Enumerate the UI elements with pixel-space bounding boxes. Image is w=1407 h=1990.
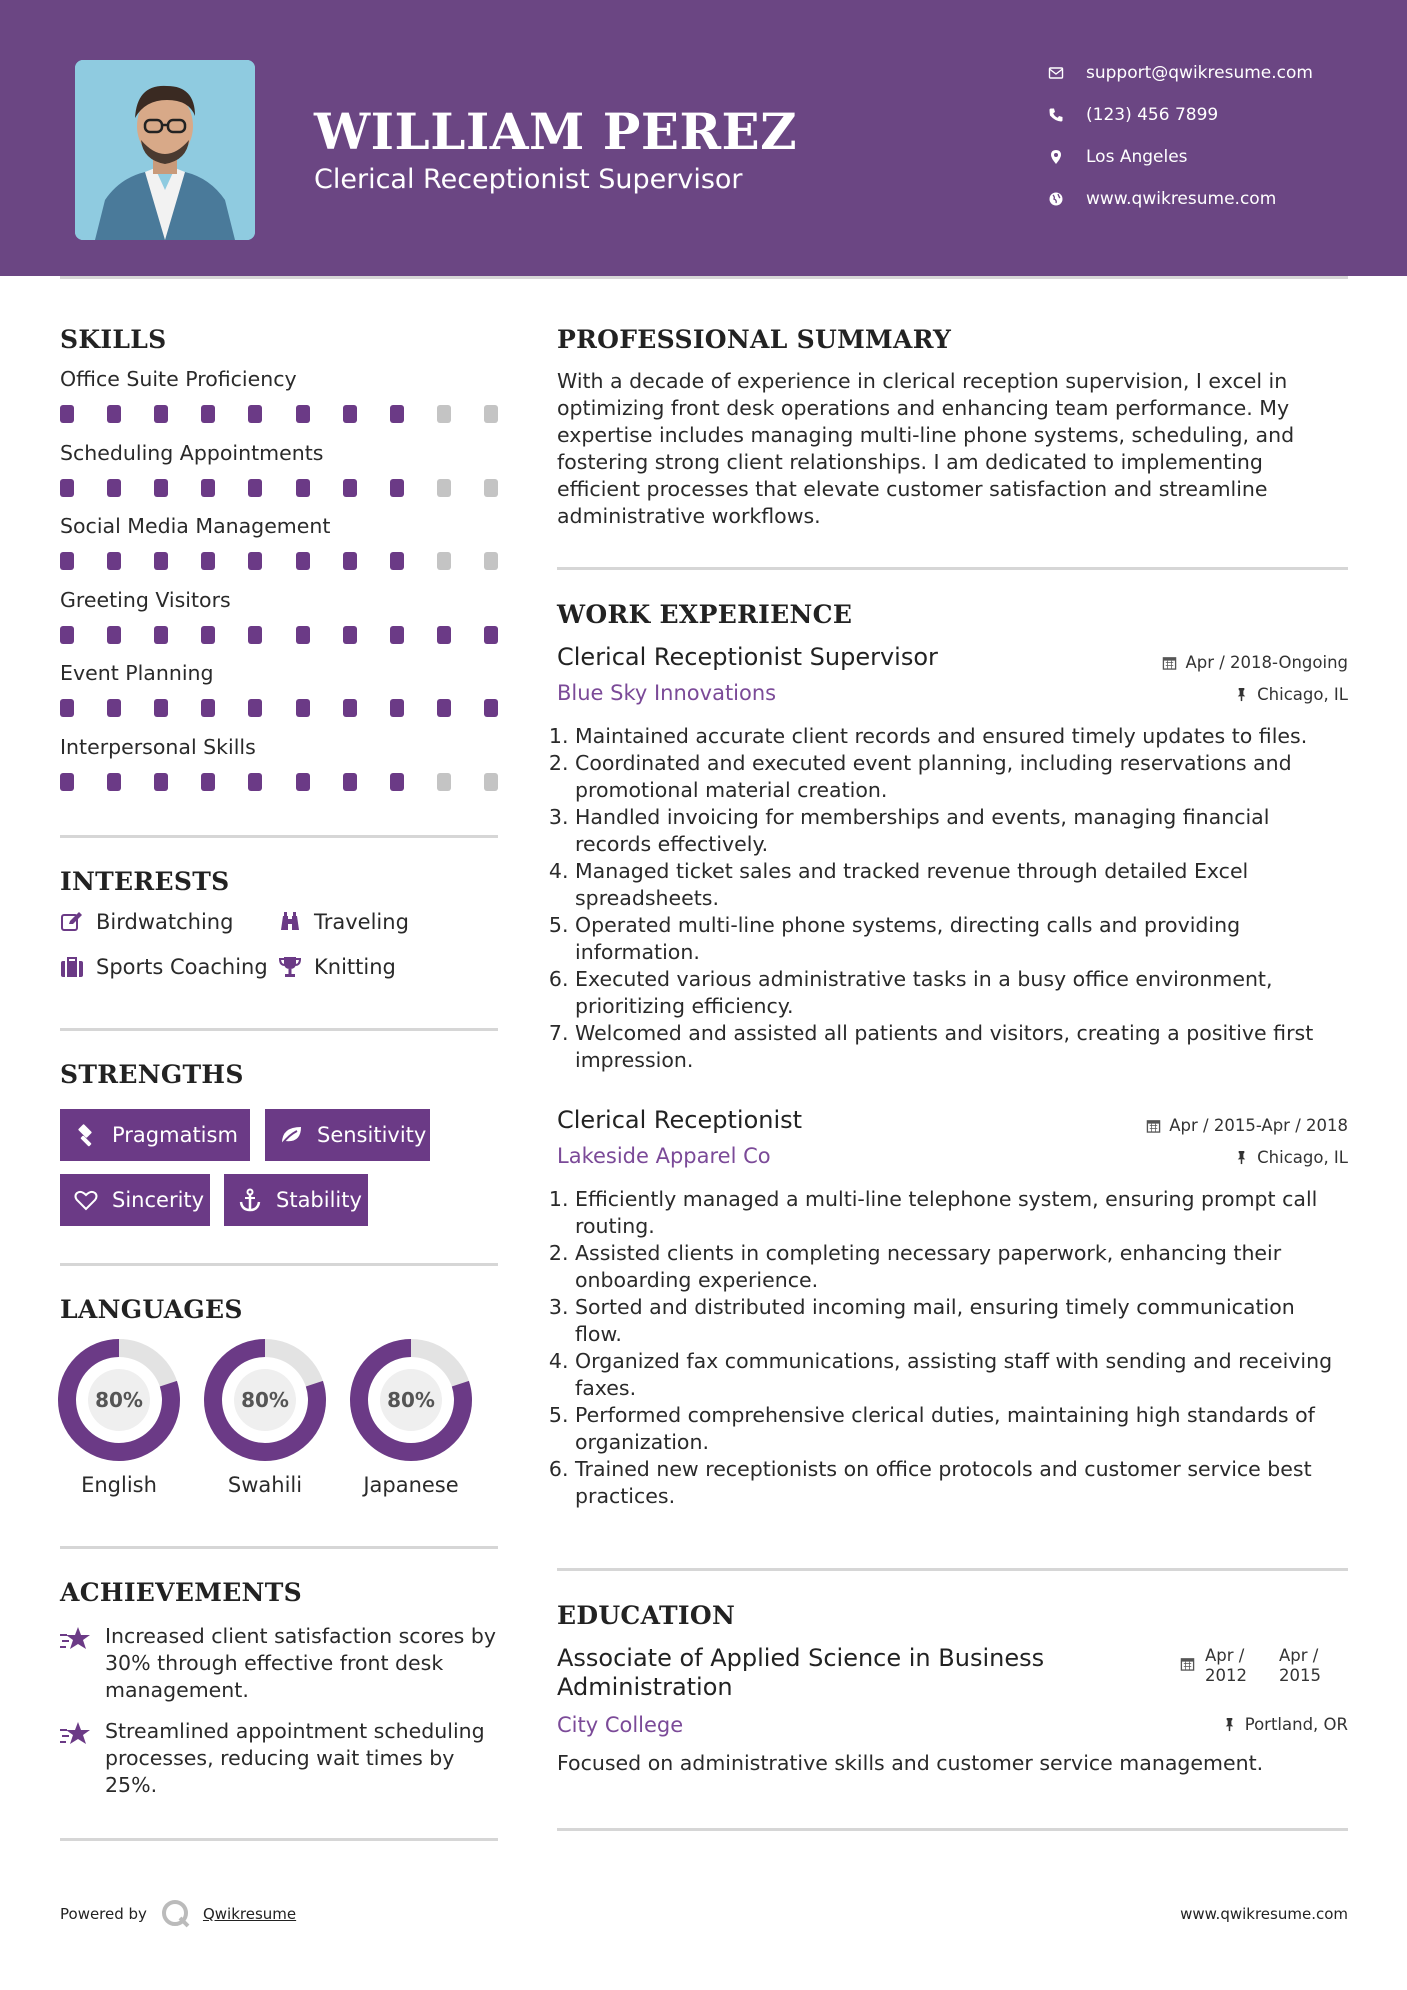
strength-label: Pragmatism bbox=[112, 1123, 238, 1147]
strengths-heading: STRENGTHS bbox=[60, 1060, 244, 1089]
rating-dot-filled bbox=[296, 626, 310, 644]
job-title: Clerical Receptionist Supervisor bbox=[557, 643, 938, 671]
job-bullet: 5. Operated multi-line phone systems, directing calls and providing information. bbox=[575, 912, 1347, 966]
globe-icon bbox=[1048, 191, 1086, 207]
job-bullets bbox=[557, 723, 1347, 1074]
skill-rating bbox=[60, 552, 498, 570]
contact-phone-text: (123) 456 7899 bbox=[1086, 105, 1219, 125]
strength-label: Sincerity bbox=[112, 1188, 205, 1212]
skill-rating bbox=[60, 773, 498, 791]
rating-dot-filled bbox=[154, 626, 168, 644]
rating-dot-filled bbox=[60, 479, 74, 497]
heart-icon bbox=[74, 1188, 98, 1212]
star-icon bbox=[60, 1623, 105, 1704]
education-start: Apr / 2012 bbox=[1205, 1646, 1247, 1685]
job-title: Clerical Receptionist bbox=[557, 1106, 803, 1134]
job-bullet: 3. Handled invoicing for memberships and events, managing financial records effectively. bbox=[575, 804, 1347, 858]
job-bullet: 4. Organized fax communications, assisting staff with sending and receiving faxes. bbox=[575, 1348, 1347, 1402]
language-ring bbox=[58, 1339, 180, 1461]
summary-text: With a decade of experience in clerical reception supervision, I excel in optimizing front desk operations and enhancing team performance. My expertise includes managing multi-line phone systems, scheduling, and fostering strong client relationships. I am dedicated to implementing efficient processes that elevate customer satisfaction and streamline administrative workflows. bbox=[557, 369, 1295, 528]
language-name: English bbox=[81, 1473, 157, 1497]
skill-item bbox=[60, 367, 500, 423]
language-ring bbox=[350, 1339, 472, 1461]
skills-heading: SKILLS bbox=[60, 325, 167, 354]
envelope-icon bbox=[1048, 65, 1086, 81]
skill-name: Scheduling Appointments bbox=[60, 440, 324, 465]
achievements-heading: ACHIEVEMENTS bbox=[60, 1578, 302, 1607]
rating-dot-filled bbox=[437, 699, 451, 717]
header-divider bbox=[60, 276, 1348, 279]
rating-dot-filled bbox=[248, 552, 262, 570]
skill-name: Event Planning bbox=[60, 661, 214, 685]
divider bbox=[60, 835, 498, 838]
skill-rating bbox=[60, 699, 498, 717]
rating-dot-empty bbox=[484, 552, 498, 570]
skill-name: Social Media Management bbox=[60, 514, 331, 538]
divider bbox=[60, 1028, 498, 1031]
rating-dot-empty bbox=[437, 479, 451, 497]
job-bullet: 2. Coordinated and executed event planning, including reservations and promotional material creation. bbox=[575, 750, 1347, 804]
rating-dot-filled bbox=[390, 626, 404, 644]
job-bullet: 2. Assisted clients in completing necessary paperwork, enhancing their onboarding experience. bbox=[575, 1240, 1347, 1294]
contact-phone[interactable] bbox=[1048, 94, 1378, 136]
rating-dot-filled bbox=[296, 405, 310, 423]
interest-label: Traveling bbox=[314, 910, 409, 934]
language-percent: 80% bbox=[380, 1369, 442, 1431]
strength-tag bbox=[60, 1109, 250, 1161]
skill-item bbox=[60, 588, 500, 644]
footer-powered-by bbox=[60, 1899, 296, 1929]
language-name: Japanese bbox=[363, 1473, 459, 1497]
leaf-icon bbox=[279, 1123, 303, 1147]
profile-photo bbox=[75, 60, 255, 240]
rating-dot-filled bbox=[296, 773, 310, 791]
rating-dot-empty bbox=[437, 773, 451, 791]
rating-dot-filled bbox=[60, 699, 74, 717]
rating-dot-filled bbox=[343, 552, 357, 570]
achievement-text: Streamlined appointment scheduling processes, reducing wait times by 25%. bbox=[105, 1719, 485, 1797]
job-bullet: 6. Trained new receptionists on office protocols and customer service best practices. bbox=[575, 1456, 1347, 1510]
education-location-text: Portland, OR bbox=[1244, 1715, 1348, 1734]
interest-item bbox=[278, 910, 409, 934]
degree-title: Associate of Applied Science in Business Administration bbox=[557, 1644, 1045, 1701]
job-bullet: 6. Executed various administrative tasks in a busy office environment, prioritizing efficiency. bbox=[575, 966, 1347, 1020]
school-name: City College bbox=[557, 1713, 684, 1737]
job-bullet: 4. Managed ticket sales and tracked revenue through detailed Excel spreadsheets. bbox=[575, 858, 1347, 912]
rating-dot-filled bbox=[107, 773, 121, 791]
job-location-text: Chicago, IL bbox=[1257, 1148, 1348, 1167]
job-dates-text: Apr / 2018-Ongoing bbox=[1185, 653, 1348, 672]
strength-label: Stability bbox=[276, 1188, 362, 1212]
divider bbox=[557, 1568, 1348, 1571]
calendar-icon bbox=[1146, 1118, 1161, 1133]
rating-dot-filled bbox=[296, 699, 310, 717]
rating-dot-filled bbox=[107, 699, 121, 717]
interest-label: Birdwatching bbox=[96, 910, 234, 934]
rating-dot-filled bbox=[60, 626, 74, 644]
rating-dot-filled bbox=[248, 699, 262, 717]
rating-dot-filled bbox=[390, 699, 404, 717]
job-dates bbox=[1162, 653, 1348, 672]
education-end: Apr / 2015 bbox=[1279, 1646, 1321, 1685]
strength-label: Sensitivity bbox=[317, 1123, 427, 1147]
skill-item bbox=[60, 514, 500, 570]
achievement-item bbox=[60, 1623, 500, 1704]
rating-dot-filled bbox=[248, 626, 262, 644]
header bbox=[0, 0, 1407, 276]
job-bullet: 7. Welcomed and assisted all patients and visitors, creating a positive first impression. bbox=[575, 1020, 1347, 1074]
rating-dot-empty bbox=[484, 773, 498, 791]
language-percent: 80% bbox=[234, 1369, 296, 1431]
pushpin-icon bbox=[1234, 687, 1249, 702]
education-heading: EDUCATION bbox=[557, 1601, 736, 1630]
job-bullet: 3. Sorted and distributed incoming mail, ensuring timely communication flow. bbox=[575, 1294, 1347, 1348]
skill-name: Office Suite Proficiency bbox=[60, 367, 297, 391]
rating-dot-filled bbox=[437, 626, 451, 644]
job-location bbox=[1234, 1148, 1348, 1167]
interests-heading: INTERESTS bbox=[60, 867, 230, 896]
rating-dot-filled bbox=[390, 405, 404, 423]
interest-item bbox=[60, 955, 268, 979]
skill-item bbox=[60, 661, 500, 717]
contact-email[interactable] bbox=[1048, 52, 1378, 94]
rating-dot-filled bbox=[201, 699, 215, 717]
rating-dot-filled bbox=[154, 773, 168, 791]
map-pin-icon bbox=[1048, 149, 1086, 165]
candidate-title: Clerical Receptionist Supervisor bbox=[314, 164, 743, 195]
rating-dot-filled bbox=[248, 479, 262, 497]
job-bullet: 5. Performed comprehensive clerical duties, maintaining high standards of organization. bbox=[575, 1402, 1347, 1456]
rating-dot-filled bbox=[201, 552, 215, 570]
interest-item bbox=[278, 955, 396, 979]
divider bbox=[557, 1828, 1348, 1831]
rating-dot-filled bbox=[154, 479, 168, 497]
rating-dot-filled bbox=[60, 773, 74, 791]
footer-url[interactable]: www.qwikresume.com bbox=[1180, 1905, 1348, 1923]
rating-dot-filled bbox=[390, 552, 404, 570]
company-name: Blue Sky Innovations bbox=[557, 681, 777, 705]
rating-dot-empty bbox=[484, 479, 498, 497]
rating-dot-filled bbox=[107, 479, 121, 497]
rating-dot-filled bbox=[107, 405, 121, 423]
education-dates bbox=[1180, 1646, 1333, 1686]
calendar-icon bbox=[1162, 655, 1177, 670]
job-dates bbox=[1146, 1116, 1348, 1135]
company-name: Lakeside Apparel Co bbox=[557, 1144, 771, 1168]
rating-dot-empty bbox=[437, 552, 451, 570]
rating-dot-filled bbox=[107, 552, 121, 570]
skill-item bbox=[60, 735, 500, 791]
interest-label: Sports Coaching bbox=[96, 955, 268, 979]
qwikresume-logo-icon bbox=[161, 1899, 191, 1929]
divider bbox=[557, 567, 1348, 570]
skill-name: Interpersonal Skills bbox=[60, 734, 256, 759]
divider bbox=[60, 1838, 498, 1841]
job-location-text: Chicago, IL bbox=[1257, 685, 1348, 704]
rating-dot-filled bbox=[390, 479, 404, 497]
rating-dot-filled bbox=[201, 479, 215, 497]
rating-dot-filled bbox=[390, 773, 404, 791]
divider bbox=[60, 1263, 498, 1266]
job-dates-text: Apr / 2015-Apr / 2018 bbox=[1169, 1116, 1348, 1135]
rating-dot-filled bbox=[343, 626, 357, 644]
rating-dot-filled bbox=[248, 773, 262, 791]
rating-dot-filled bbox=[248, 405, 262, 423]
strength-tag bbox=[224, 1174, 368, 1226]
candidate-name: WILLIAM PEREZ bbox=[314, 102, 798, 161]
skill-item bbox=[60, 441, 500, 497]
rating-dot-filled bbox=[60, 405, 74, 423]
divider bbox=[60, 1546, 498, 1549]
rating-dot-empty bbox=[484, 405, 498, 423]
achievement-text: Increased client satisfaction scores by 30% through effective front desk management. bbox=[105, 1624, 497, 1702]
rating-dot-empty bbox=[437, 405, 451, 423]
briefcase-icon bbox=[60, 955, 96, 979]
achievement-item bbox=[60, 1718, 500, 1799]
rating-dot-filled bbox=[484, 699, 498, 717]
rating-dot-filled bbox=[343, 773, 357, 791]
summary-heading: PROFESSIONAL SUMMARY bbox=[557, 325, 952, 354]
rating-dot-filled bbox=[201, 405, 215, 423]
language-percent: 80% bbox=[88, 1369, 150, 1431]
rating-dot-filled bbox=[60, 552, 74, 570]
job-bullet: 1. Efficiently managed a multi-line telephone system, ensuring prompt call routing. bbox=[575, 1186, 1347, 1240]
rating-dot-filled bbox=[343, 405, 357, 423]
language-ring bbox=[204, 1339, 326, 1461]
contact-location-text: Los Angeles bbox=[1086, 147, 1188, 167]
strength-tag bbox=[265, 1109, 430, 1161]
pushpin-icon bbox=[1222, 1717, 1237, 1732]
pushpin-icon bbox=[1234, 1150, 1249, 1165]
trophy-icon bbox=[278, 955, 314, 979]
skill-name: Greeting Visitors bbox=[60, 587, 231, 612]
rating-dot-filled bbox=[343, 479, 357, 497]
rating-dot-filled bbox=[154, 699, 168, 717]
contact-list bbox=[1048, 52, 1378, 220]
rating-dot-filled bbox=[201, 626, 215, 644]
gavel-icon bbox=[74, 1123, 98, 1147]
rating-dot-filled bbox=[154, 405, 168, 423]
contact-location bbox=[1048, 136, 1378, 178]
anchor-icon bbox=[238, 1188, 262, 1212]
qwikresume-link[interactable]: Qwikresume bbox=[202, 1905, 297, 1923]
binoculars-icon bbox=[278, 910, 314, 934]
contact-email-text: support@qwikresume.com bbox=[1086, 63, 1313, 83]
work-heading: WORK EXPERIENCE bbox=[557, 600, 853, 629]
job-location bbox=[1234, 685, 1348, 704]
education-description: Focused on administrative skills and customer service management. bbox=[557, 1751, 1264, 1775]
interest-label: Knitting bbox=[314, 955, 396, 979]
rating-dot-filled bbox=[484, 626, 498, 644]
phone-icon bbox=[1048, 107, 1086, 123]
rating-dot-filled bbox=[296, 479, 310, 497]
strength-tag bbox=[60, 1174, 210, 1226]
job-bullets bbox=[557, 1186, 1347, 1510]
edit-icon bbox=[60, 910, 96, 934]
rating-dot-filled bbox=[343, 699, 357, 717]
skill-rating bbox=[60, 479, 498, 497]
rating-dot-filled bbox=[107, 626, 121, 644]
interest-item bbox=[60, 910, 233, 934]
job-bullet: 1. Maintained accurate client records and ensured timely updates to files. bbox=[575, 723, 1347, 750]
contact-website[interactable] bbox=[1048, 178, 1378, 220]
calendar-icon bbox=[1180, 1656, 1195, 1671]
languages-heading: LANGUAGES bbox=[60, 1295, 243, 1324]
skill-rating bbox=[60, 626, 498, 644]
rating-dot-filled bbox=[154, 552, 168, 570]
star-icon bbox=[60, 1718, 105, 1799]
rating-dot-filled bbox=[296, 552, 310, 570]
skill-rating bbox=[60, 405, 498, 423]
powered-by-label: Powered by bbox=[60, 1905, 147, 1923]
language-name: Swahili bbox=[227, 1473, 303, 1497]
contact-website-text: www.qwikresume.com bbox=[1086, 189, 1277, 209]
rating-dot-filled bbox=[201, 773, 215, 791]
education-location bbox=[1222, 1715, 1348, 1734]
